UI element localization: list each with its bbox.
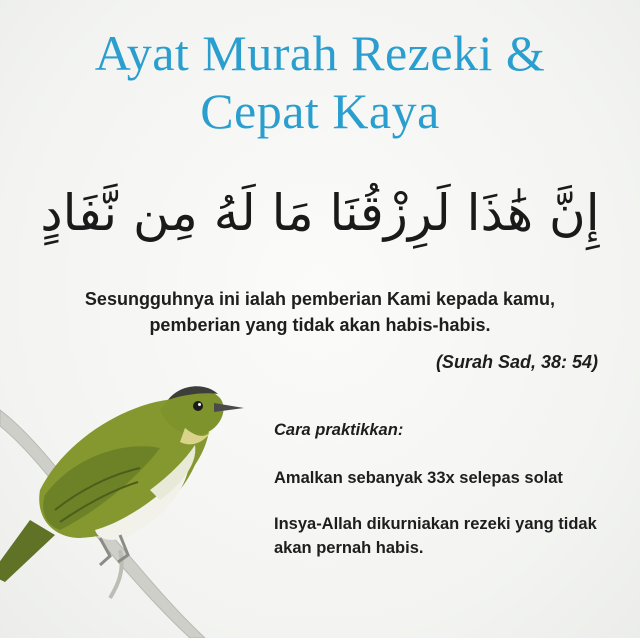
- bird-eye-highlight: [198, 403, 201, 406]
- title-line-1: Ayat Murah Rezeki &: [94, 25, 546, 81]
- bird-eye: [193, 401, 203, 411]
- bird-icon: [0, 370, 290, 638]
- practice-step-2: Insya-Allah dikurniakan rezeki yang tidak akan pernah habis.: [274, 515, 597, 557]
- title-line-2: Cepat Kaya: [200, 83, 440, 139]
- practice-instructions: [274, 418, 614, 582]
- practice-step-1: Amalkan sebanyak 33x selepas solat: [274, 469, 563, 487]
- page-title: [0, 24, 640, 140]
- verse-translation: [0, 286, 640, 338]
- arabic-verse: إِنَّ هَٰذَا لَرِزْقُنَا مَا لَهُ مِن نَّفَادٍ: [40, 184, 600, 242]
- bird-tail: [0, 520, 55, 582]
- practice-heading: Cara praktikkan:: [274, 421, 404, 439]
- bird-beak: [214, 403, 244, 412]
- translation-line-2: pemberian yang tidak akan habis-habis.: [149, 315, 491, 335]
- translation-line-1: Sesungguhnya ini ialah pemberian Kami kepada kamu,: [84, 289, 556, 309]
- verse-source: (Surah Sad, 38: 54): [435, 352, 598, 372]
